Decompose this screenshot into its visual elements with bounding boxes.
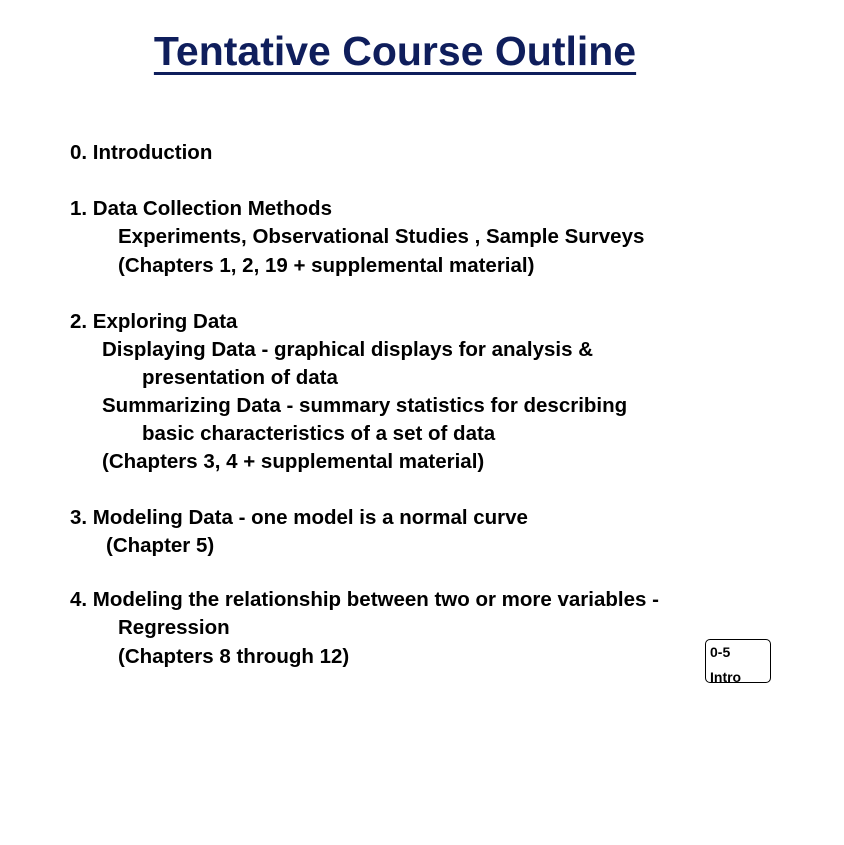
page-title: Tentative Course Outline bbox=[153, 28, 637, 74]
outline-item-3-chapters: (Chapter 5) bbox=[106, 534, 215, 557]
slide-number: 0-5 bbox=[710, 644, 731, 660]
outline-item-2-displaying-line2: presentation of data bbox=[142, 366, 338, 389]
outline-item-0-heading: 0. Introduction bbox=[70, 141, 213, 164]
outline-item-4-detail: Regression bbox=[118, 616, 230, 639]
outline-item-2-chapters: (Chapters 3, 4 + supplemental material) bbox=[102, 450, 485, 473]
outline-item-2-summarizing-line1: Summarizing Data - summary statistics for describing bbox=[102, 394, 628, 417]
slide-number-badge bbox=[705, 639, 771, 683]
outline-item-2-summarizing-line2: basic characteristics of a set of data bbox=[142, 422, 496, 445]
outline-item-2-heading: 2. Exploring Data bbox=[70, 310, 238, 333]
outline-item-3-heading: 3. Modeling Data - one model is a normal curve bbox=[70, 506, 528, 529]
outline-item-1-detail: Experiments, Observational Studies , Sample Surveys bbox=[118, 225, 645, 248]
outline-item-1-heading: 1. Data Collection Methods bbox=[70, 197, 332, 220]
outline-item-2-displaying-line1: Displaying Data - graphical displays for analysis & bbox=[102, 338, 594, 361]
outline-item-4-chapters: (Chapters 8 through 12) bbox=[118, 645, 350, 668]
slide-section-label: Intro bbox=[710, 669, 742, 683]
outline-item-1-chapters: (Chapters 1, 2, 19 + supplemental material) bbox=[118, 254, 535, 277]
outline-item-4-heading: 4. Modeling the relationship between two or more variables - bbox=[70, 588, 659, 611]
